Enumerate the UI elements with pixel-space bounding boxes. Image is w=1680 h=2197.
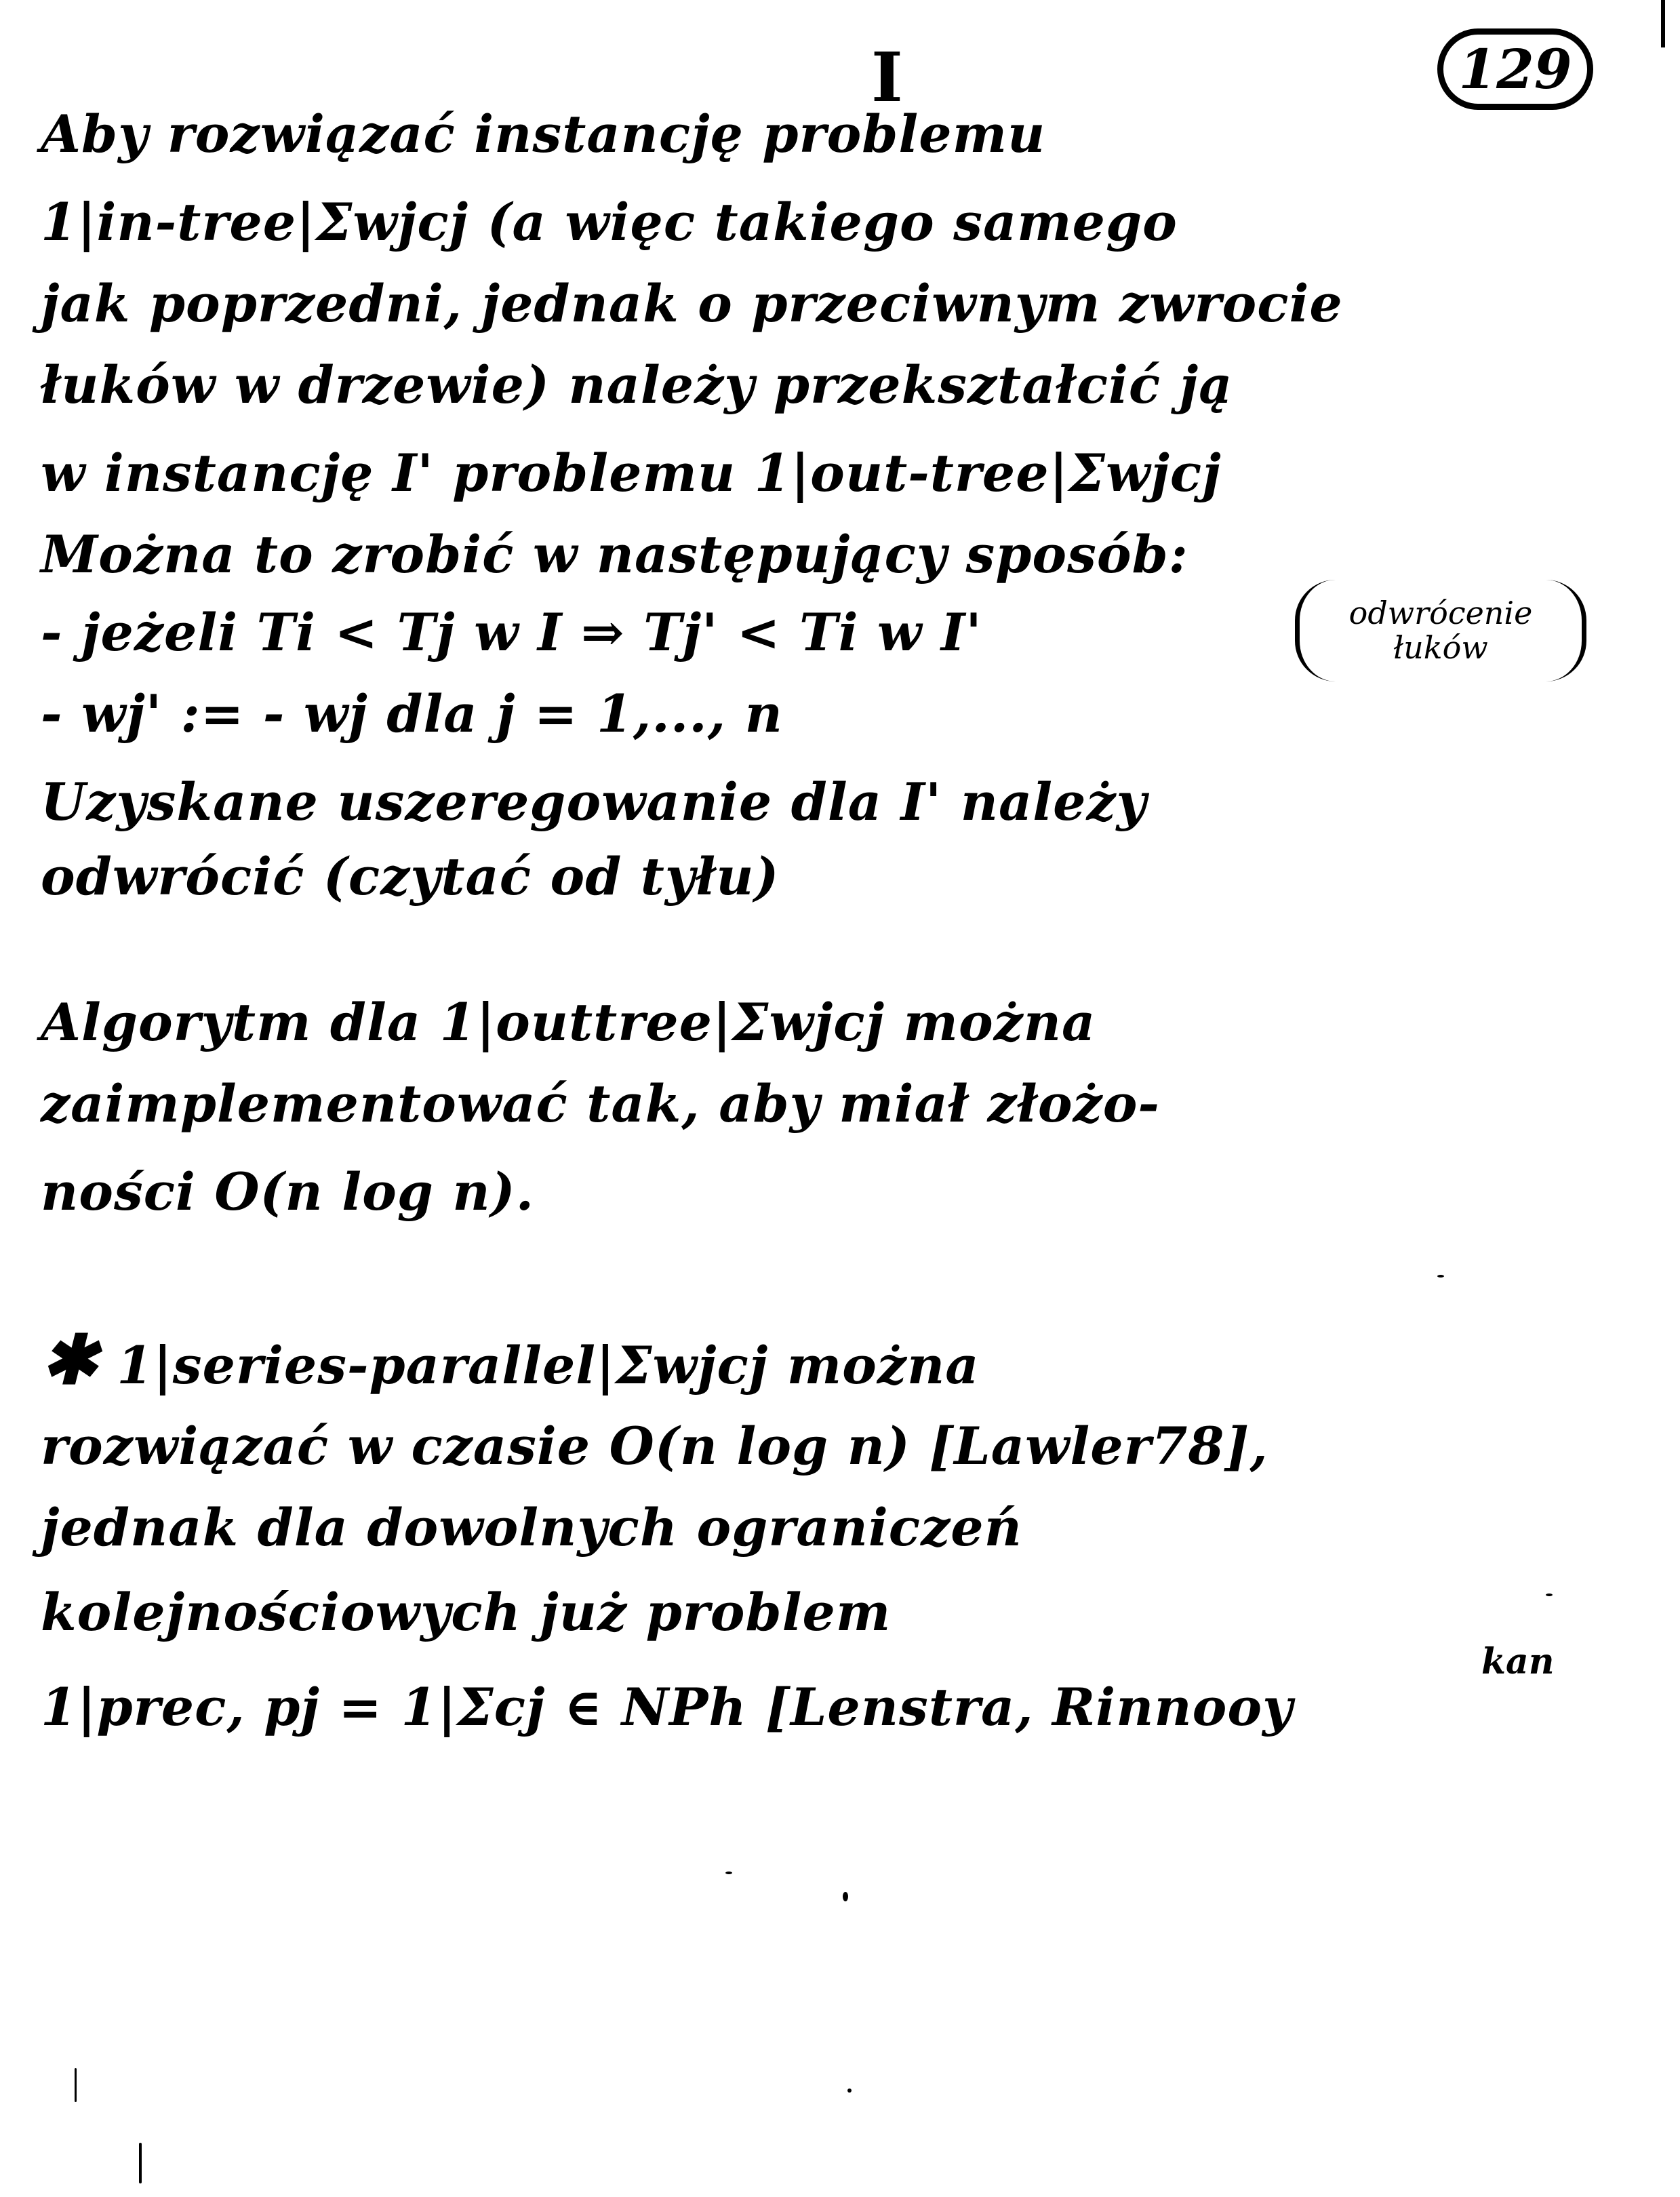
note-line-2: 1|in-tree|Σwjcj (a więc takiego samego (41, 192, 1178, 252)
ink-speck (725, 1872, 732, 1874)
ink-speck (847, 2089, 852, 2093)
ink-speck (843, 1892, 848, 1901)
ink-speck (139, 2143, 142, 2183)
note-line-4: łuków w drzewie) należy przekształcić ją (41, 355, 1233, 415)
note-line-9: Uzyskane uszeregowanie dla I' należy (41, 772, 1147, 832)
reversal-annotation (1295, 580, 1586, 681)
note-line-7: - jeżeli Ti < Tj w I ⇒ Tj' < Ti w I' (41, 602, 982, 662)
note-line-8: - wj' := - wj dla j = 1,..., n (41, 684, 783, 744)
note-line-18: 1|prec, pj = 1|Σcj ∈ NPh [Lenstra, Rinnooy (41, 1677, 1294, 1737)
annotation-line-1: odwrócenie (1348, 595, 1533, 632)
note-line-1: Aby rozwiązać instancję problemu (41, 104, 1046, 164)
note-line-17: kolejnościowych już problem (41, 1582, 892, 1642)
note-line-16: jednak dla dowolnych ograniczeń (41, 1497, 1022, 1558)
note-line-13: ności O(n log n). (41, 1162, 535, 1222)
scan-edge-mark (1661, 0, 1665, 47)
page-number: 129 (1458, 37, 1572, 101)
superscript-kan: kan (1481, 1641, 1555, 1682)
note-line-12: zaimplementować tak, aby miał złożo- (41, 1073, 1160, 1134)
note-line-5: w instancję I' problemu 1|out-tree|Σwjcj (41, 443, 1222, 503)
annotation-line-2: łuków (1393, 629, 1488, 666)
note-line-15: rozwiązać w czasie O(n log n) [Lawler78], (41, 1416, 1268, 1476)
asterisk-bullet-icon: ✱ (41, 1320, 98, 1400)
note-line-3: jak poprzedni, jednak o przeciwnym zwrocie (41, 273, 1343, 334)
note-line-6: Można to zrobić w następujący sposób: (41, 524, 1188, 585)
ink-speck (1437, 1275, 1444, 1278)
note-line-14: 1|series-parallel|Σwjcj można (117, 1335, 980, 1396)
ink-speck (1546, 1594, 1553, 1596)
page-number-circle (1437, 28, 1593, 110)
roman-numeral-marker: I (871, 37, 903, 117)
note-line-10: odwrócić (czytać od tyłu) (41, 846, 780, 907)
note-line-11: Algorytm dla 1|outtree|Σwjcj można (41, 992, 1096, 1052)
note-line-14-row (41, 1320, 980, 1400)
ink-speck (75, 2068, 77, 2102)
